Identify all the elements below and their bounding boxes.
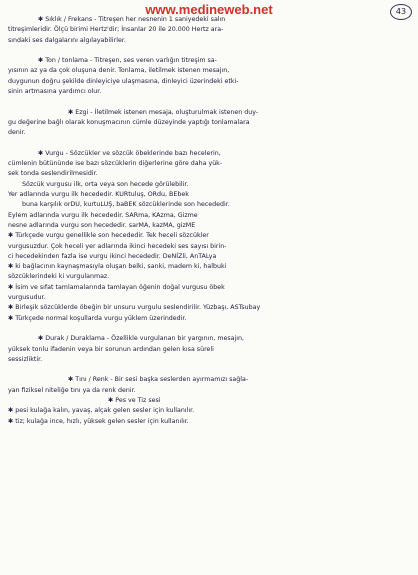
note-line: vurgusudur. xyxy=(8,294,46,302)
note-line: ci hecedekinden fazla ise vurgu ikinci hecededir. DeNİZli, AnTALya xyxy=(8,252,217,260)
note-line: sek tonda seslendirilmesidir. xyxy=(8,170,98,178)
note-line: ✱ pesi kulağa kalın, yavaş, alçak gelen sesler için kullanılır. xyxy=(8,407,195,415)
note-line: duygunun doğru şekilde dinleyiciye ulaşmasına, dinleyici üzerindeki etki- xyxy=(8,77,239,85)
note-line: ✱ tiz; kulağa ince, hızlı, yüksek gelen sesler için kullanılır. xyxy=(8,417,189,425)
note-line: Sözcük vurgusu ilk, orta veya son hecede görülebilir. xyxy=(22,180,189,188)
page-number: 43 xyxy=(390,4,412,20)
note-line xyxy=(8,365,412,375)
note-line: vurgusuzdur. Çok heceli yer adlarında ikinci hecedeki ses sayısı birin- xyxy=(8,242,227,250)
note-line: Yer adlarında vurgu ilk hecededir. KURtuluş, ORdu, BEbek xyxy=(8,191,189,199)
note-line xyxy=(8,97,412,107)
note-line: ✱ Vurgu - Sözcükler ve sözcük öbeklerinde bazı hecelerin, xyxy=(38,149,221,157)
handwritten-notes xyxy=(8,15,412,427)
note-line: yısının az ya da çok oluşuna denir. Tonlama, iletilmek istenen mesajın, xyxy=(8,67,230,75)
note-line xyxy=(8,324,412,334)
note-line: ✱ Tını / Renk - Bir sesi başka seslerden ayırmamızı sağla- xyxy=(68,376,249,384)
note-line: nesne adlarında vurgu son hecededir. sarMA, kazMA, gizME xyxy=(8,221,196,229)
note-line: ✱ ki bağlacının kaynaşmasıyla oluşan belki, sanki, madem ki, halbuki xyxy=(8,263,227,271)
note-line: yan fiziksel niteliğe tını ya da renk denir. xyxy=(8,386,136,394)
note-line: sinin artmasına yardımcı olur. xyxy=(8,88,102,96)
note-line: ✱ Birleşik sözcüklerde öbeğin bir unsuru vurgulu seslendirilir. Yüzbaşı, ASTsubay xyxy=(8,304,261,312)
note-line: buna karşılık orDU, kurtuLUŞ, baBEK sözcüklerinde son hecededir. xyxy=(22,201,230,209)
note-line: ✱ Türkçede vurgu genellikle son hecededir. Tek heceli sözcükler xyxy=(8,232,209,240)
note-line: ✱ Sıklık / Frekans - Titreşen her nesnenin 1 saniyedeki salın xyxy=(38,16,226,23)
site-watermark: www.medineweb.net xyxy=(145,2,273,17)
note-line: ✱ Türkçede normal koşullarda vurgu yüklem üzerindedir. xyxy=(8,314,187,322)
note-line: gu değerine bağlı olarak konuşmacının cümle düzeyinde yaptığı tonlamalara xyxy=(8,118,250,126)
note-line: Eylem adlarında vurgu ilk hecededir. SARma, KAzma, Gizme xyxy=(8,211,198,219)
note-line: denir. xyxy=(8,129,26,137)
note-line: titreşimleridir. Ölçü birimi Hertz'dir; İnsanlar 20 ile 20.000 Hertz ara- xyxy=(8,26,224,34)
note-line: ✱ İsim ve sıfat tamlamalarında tamlayan öğenin doğal vurgusu öbek xyxy=(8,283,225,291)
note-line: ✱ Ezgi - İletilmek istenen mesaja, oluşturulmak istenen duy- xyxy=(68,108,259,116)
note-line xyxy=(8,46,412,56)
note-line: yüksek tonlu ifadenin veya bir sorunun ardından gelen kısa süreli xyxy=(8,345,214,353)
note-line: sözcüklerindeki ki vurgulanmaz. xyxy=(8,273,110,281)
note-line: ✱ Durak / Duraklama - Özellikle vurgulanan bir yargının, mesajın, xyxy=(38,335,244,343)
note-line: sındaki ses dalgalarını algılayabilirler. xyxy=(8,36,126,44)
note-line: ✱ Ton / tonlama - Titreşen, ses veren varlığın titreşim sa- xyxy=(38,57,217,65)
note-line: ✱ Pes ve Tiz sesi xyxy=(108,396,161,404)
note-line: sessizliktir. xyxy=(8,355,43,363)
note-line xyxy=(8,139,412,149)
note-line: cümlenin bütününde ise bazı sözcüklerin diğerlerine göre daha yük- xyxy=(8,160,223,168)
